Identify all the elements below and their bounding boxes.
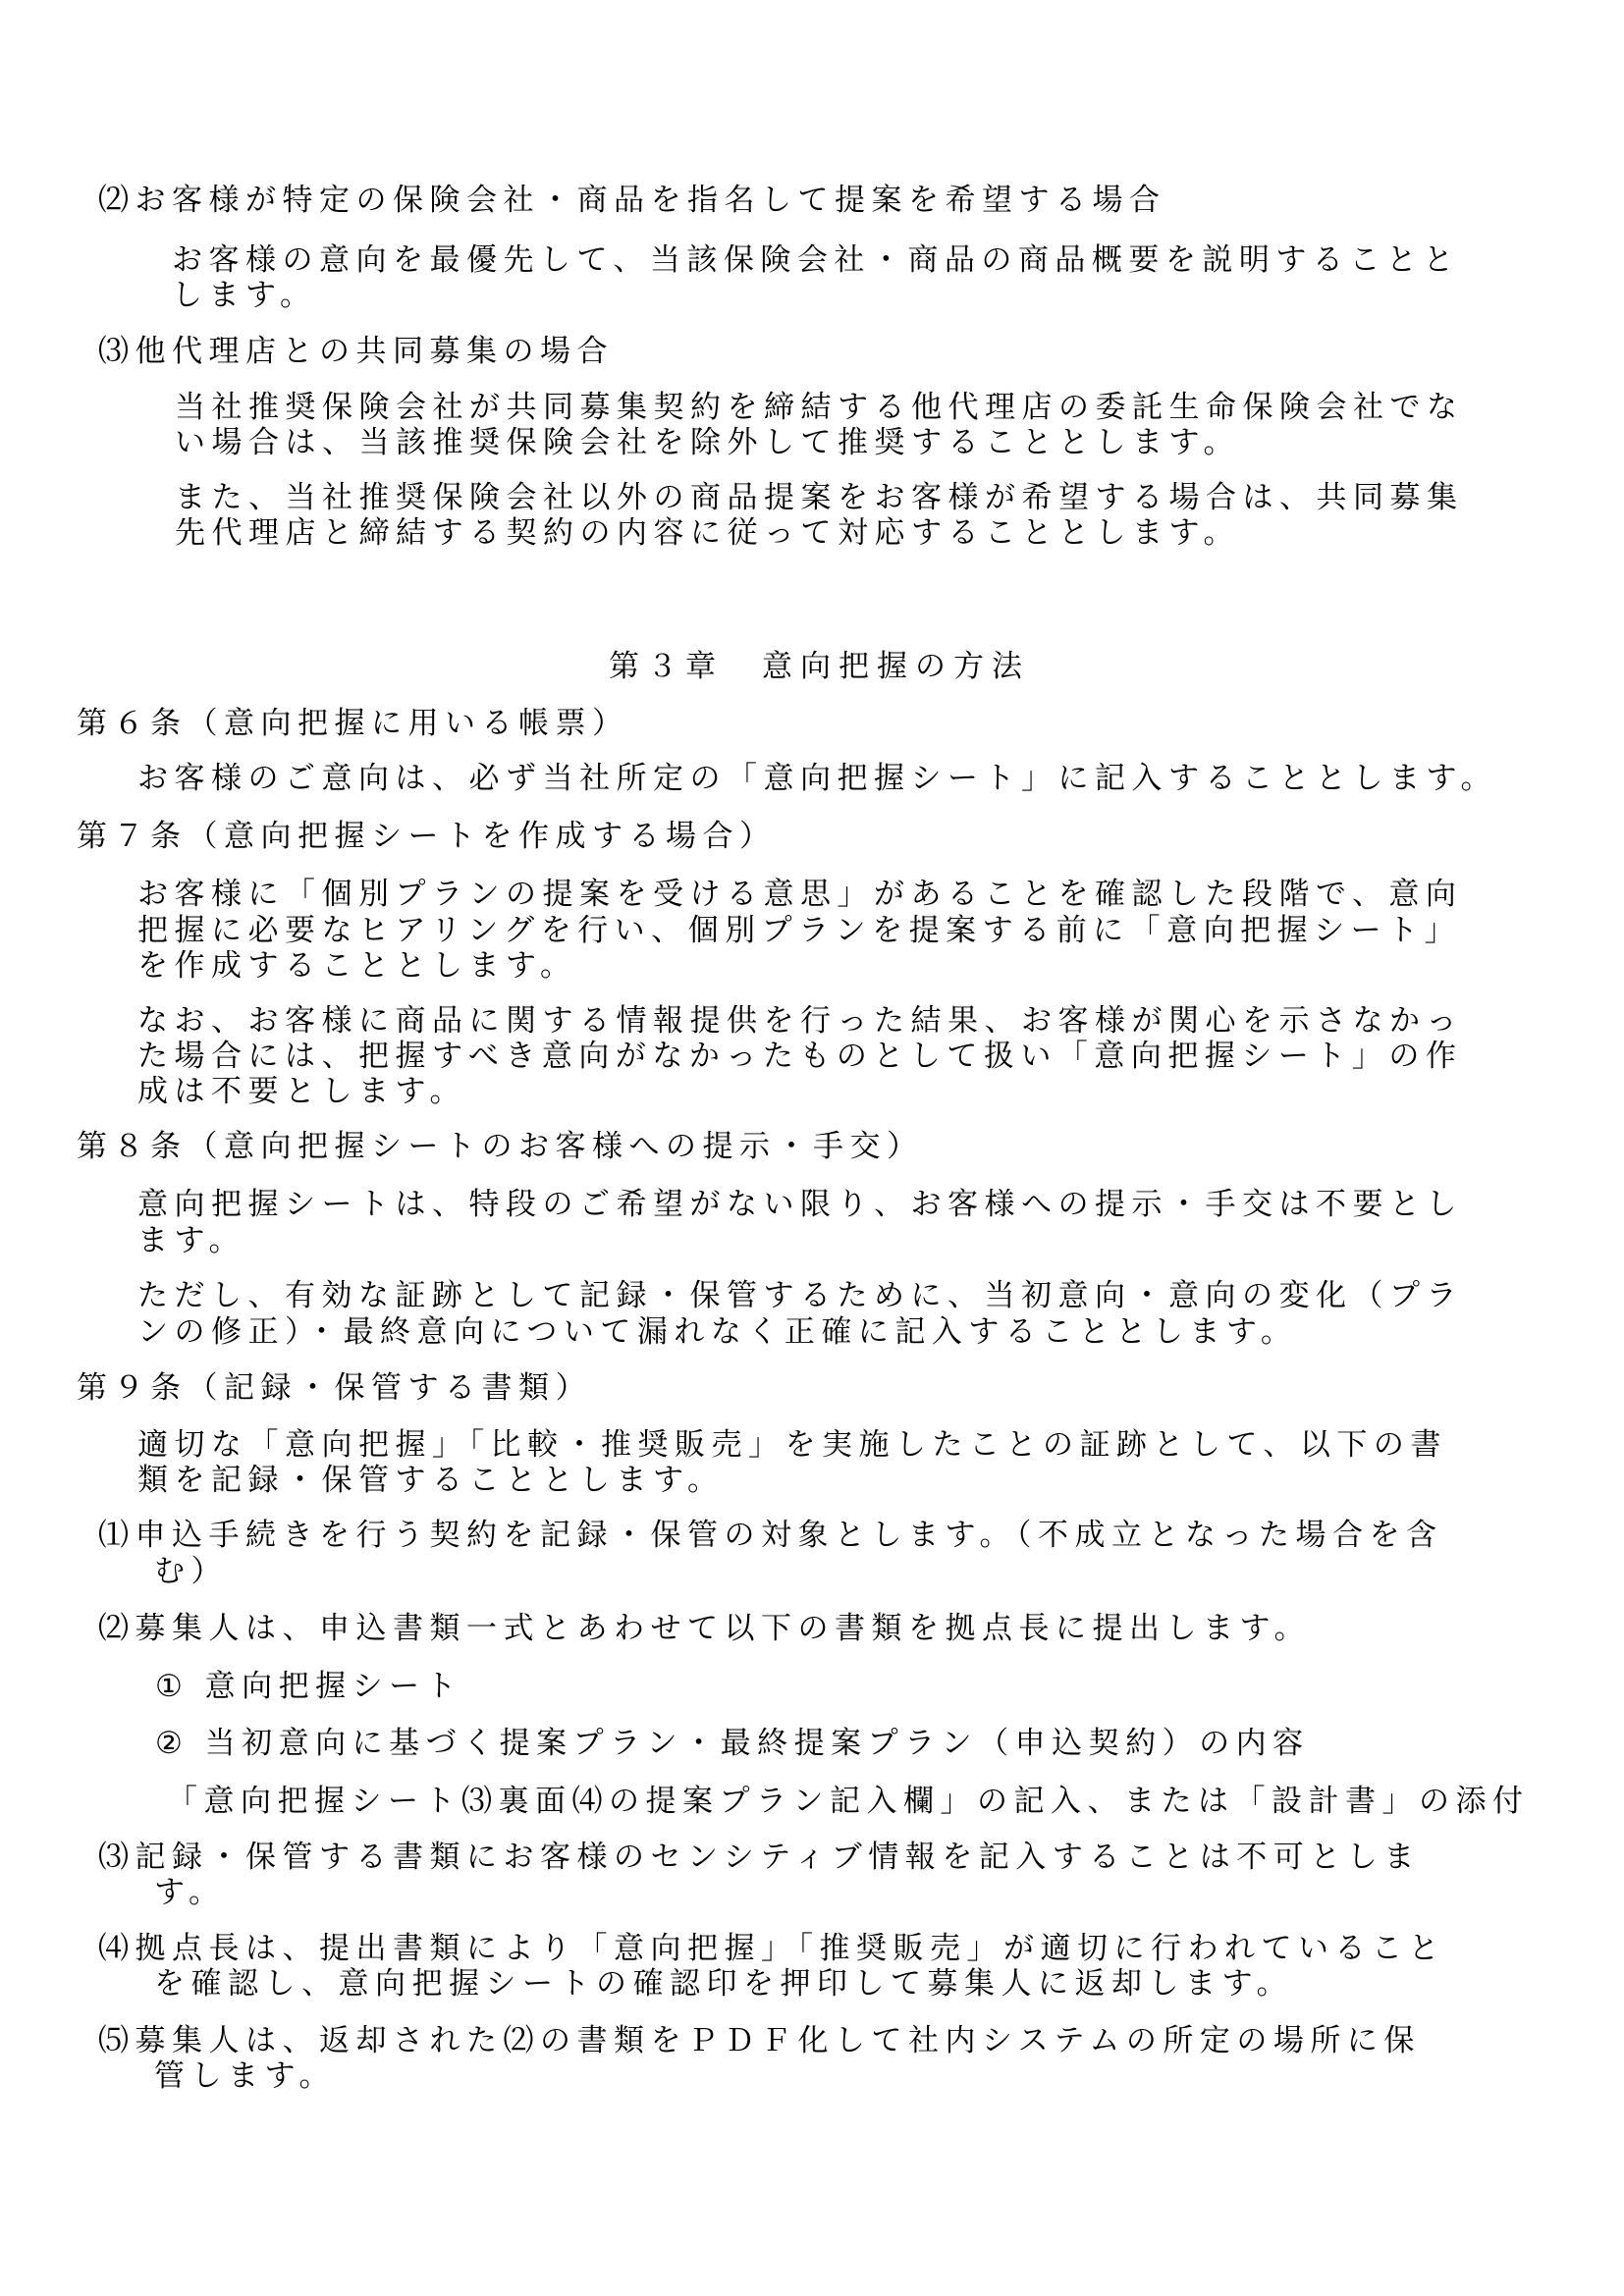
item3-paragraph1-line1: 当社推奨保険会社が共同募集契約を締結する他代理店の委託生命保険会社でな xyxy=(175,390,1464,425)
article9-item3-line1: ⑶記録・保管する書類にお客様のセンシティブ情報を記入することは不可としま xyxy=(98,1840,1421,1875)
item3-paragraph1-line2: い場合は、当該推奨保険会社を除外して推奨することとします。 xyxy=(175,425,1241,460)
article7-paragraph1-line1: お客様に「個別プランの提案を受ける意思」があることを確認した段階で、意向 xyxy=(137,877,1463,912)
article9-item2-note: 「意向把握シート⑶裏面⑷の提案プラン記入欄」の記入、または「設計書」の添付 xyxy=(167,1784,1530,1819)
article8-paragraph1-line2: ます。 xyxy=(137,1223,246,1258)
article9-item4-line2: を確認し、意向把握シートの確認印を押印して募集人に返却します。 xyxy=(154,1966,1294,2002)
article8-title: 第８条（意向把握シートのお客様への提示・手交） xyxy=(77,1129,924,1164)
article9-paragraph-line2: 類を記録・保管することとします。 xyxy=(137,1463,725,1498)
article7-paragraph1-line3: を作成することとします。 xyxy=(137,948,577,984)
article9-item1-line1: ⑴申込手続きを行う契約を記録・保管の対象とします。（不成立となった場合を含 xyxy=(98,1518,1443,1553)
article7-paragraph2-line3: 成は不要とします。 xyxy=(137,1074,467,1109)
article9-title: 第９条（記録・保管する書類） xyxy=(77,1370,592,1406)
item3-title: ⑶他代理店との共同募集の場合 xyxy=(98,334,614,369)
article9-item5-line1: ⑸募集人は、返却された⑵の書類をＰＤＦ化して社内システムの所定の場所に保 xyxy=(98,2023,1421,2058)
item3-paragraph2-line2: 先代理店と締結する契約の内容に従って対応することとします。 xyxy=(175,515,1241,551)
article8-paragraph2-line1: ただし、有効な証跡として記録・保管するために、当初意向・意向の変化（プラ xyxy=(137,1278,1463,1313)
article9-item5-line2: 管します。 xyxy=(154,2058,337,2094)
article9-item1-line2: む） xyxy=(154,1554,228,1589)
article8-paragraph1-line1: 意向把握シートは、特段のご希望がない限り、お客様への提示・手交は不要とし xyxy=(137,1187,1463,1222)
article9-paragraph-line1: 適切な「意向把握」「比較・推奨販売」を実施したことの証跡として、以下の書 xyxy=(137,1427,1447,1463)
item2-paragraph-line2: します。 xyxy=(172,278,317,313)
article9-item2-sub2: ② 当初意向に基づく提案プラン・最終提案プラン（申込契約）の内容 xyxy=(155,1726,1310,1761)
item2-title: ⑵お客様が特定の保険会社・商品を指名して提案を希望する場合 xyxy=(98,183,1166,218)
article6-title: 第６条（意向把握に用いる帳票） xyxy=(77,706,629,741)
article8-paragraph2-line2: ンの修正）・最終意向について漏れなく正確に記入することとします。 xyxy=(137,1314,1298,1350)
item3-paragraph2-line1: また、当社推奨保険会社以外の商品提案をお客様が希望する場合は、共同募集 xyxy=(175,480,1464,515)
article6-paragraph: お客様のご意向は、必ず当社所定の「意向把握シート」に記入することとします。 xyxy=(137,761,1498,796)
chapter-title: 第３章 意向把握の方法 xyxy=(609,649,1030,684)
article9-item2: ⑵募集人は、申込書類一式とあわせて以下の書類を拠点長に提出します。 xyxy=(98,1611,1312,1646)
article9-item3-line2: す。 xyxy=(154,1875,226,1910)
article7-title: 第７条（意向把握シートを作成する場合） xyxy=(77,819,777,854)
article7-paragraph1-line2: 把握に必要なヒアリングを行い、個別プランを提案する前に「意向把握シート」 xyxy=(137,913,1462,948)
article7-paragraph2-line2: た場合には、把握すべき意向がなかったものとして扱い「意向把握シート」の作 xyxy=(137,1039,1463,1074)
item2-paragraph-line1: お客様の意向を最優先して、当該保険会社・商品の商品概要を説明することと xyxy=(172,242,1460,278)
article9-item4-line1: ⑷拠点長は、提出書類により「意向把握」「推奨販売」が適切に行われていること xyxy=(98,1931,1445,1966)
article9-item2-sub1: ① 意向把握シート xyxy=(155,1669,463,1704)
article7-paragraph2-line1: なお、お客様に商品に関する情報提供を行った結果、お客様が関心を示さなかっ xyxy=(137,1003,1463,1039)
